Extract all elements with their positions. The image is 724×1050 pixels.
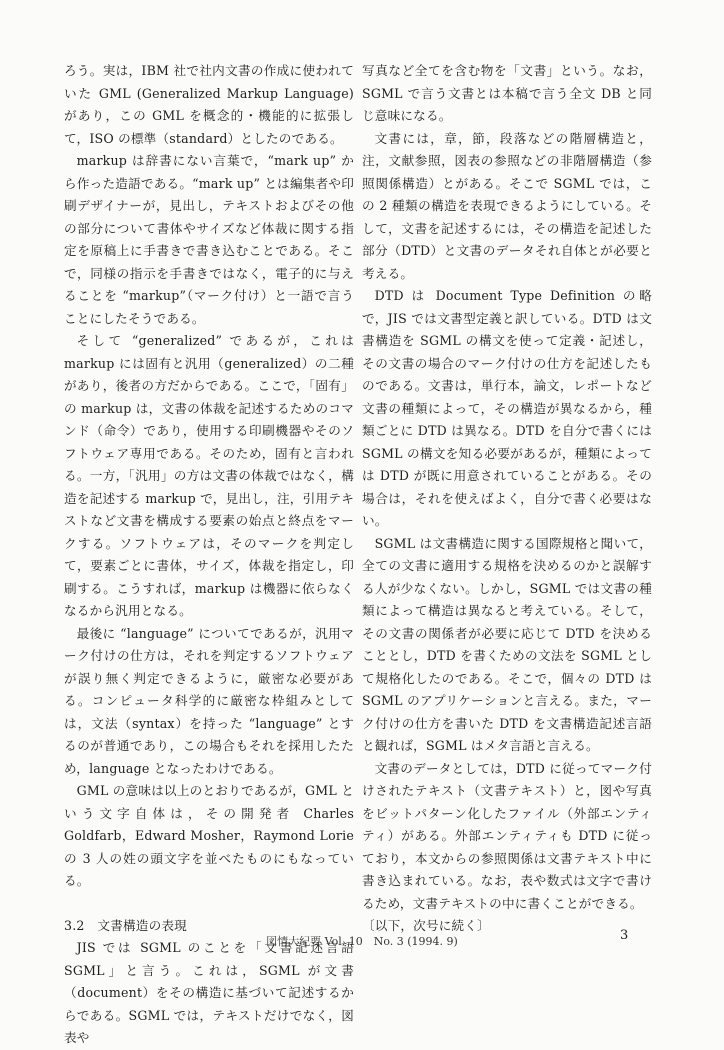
page-number: 3 xyxy=(620,928,629,943)
continued-note: 〔以下，次号に続く〕 xyxy=(362,918,490,933)
paragraph-document-data: 文書のデータとしては，DTD に従ってマーク付けされたテキスト（文書テキスト）と，図や写真をビットパターン化したファイル（外部エンティティ）がある。外部エンティティも DTD に従っており，本文からの参照関係は文書テキスト中に書き込まれている。なお，表や数式は文字で書けるため，文書テキストの中に書くことができる。 xyxy=(362,760,652,911)
journal-footer: 図情大紀要 Vol. 10 No. 3 (1994. 9) xyxy=(266,935,458,948)
paragraph-language: 最後に “language” についてであるが，汎用マーク付けの仕方は，それを判定するソフトウェアが誤り無く判定できるように，厳密な必要がある。コンピュータ科学的に厳密な枠組みとしては，文法（syntax）を持った “language” とするのが普通であり，この場合もそれを採用したため，language となったわけである。 xyxy=(64,625,354,776)
paragraph-continuation: ろう。実は，IBM 社で社内文書の作成に使われていた GML (Generalized Markup Language) があり，この GML を概念的・機能的に拡張して，ISO の標準（standard）としたのである。 xyxy=(64,63,354,146)
left-column xyxy=(64,60,354,1050)
paragraph-dtd: DTD は Document Type Definition の略で，JIS では文書型定義と訳している。DTD は文書構造を SGML の構文を使って定義・記述し，その文書の場合のマーク付けの仕方を記述したものである。文書は，単行本，論文，レポートなど文書の種類によって，その構造が異なるから，種類ごとに DTD は異なる。DTD を自分で書くには SGML の構文を知る必要があるが，種類によっては DTD が既に用意されていることがある。その場合は，それを使えばよく，自分で書く必要はない。 xyxy=(362,288,652,528)
right-column xyxy=(362,60,652,938)
paragraph-markup: markup は辞書にない言葉で，“mark up” から作った造語である。“mark up” とは編集者や印刷デザイナーが，見出し，テキストおよびその他の部分について書体やサイズなど体裁に関する指定を原稿上に手書きで書き込むことである。そこで，同様の指示を手書きではなく，電子的に与えることを “markup”（マーク付け）と一語で言うことにしたそうである。 xyxy=(64,153,354,326)
paragraph-generalized: そして “generalized” であるが，これは markup には固有と汎用（generalized）の二種があり，後者の方だからである。ここで，「固有」の markup は，文書の体裁を記述するためのコマンド（命令）であり，使用する印刷機器やそのソフトウェア専用である。そのため，固有と言われる。一方，「汎用」の方は文書の体裁ではなく，構造を記述する markup で，見出し，注，引用テキストなど文書を構成する要素の始点と終点をマークする。ソフトウェアは，そのマークを判定して，要素ごとに書体，サイズ，体裁を指定し，印刷する。こうすれば，markup は機器に依らなくなるから汎用となる。 xyxy=(64,333,354,618)
section-heading: 3.2 文書構造の表現 xyxy=(64,917,187,933)
paragraph-gml-name: GML の意味は以上のとおりであるが，GML という文字自体は，その開発者 Charles Goldfarb，Edward Mosher，Raymond Lorie の 3 人の姓の頭文字を並べたものにもなっている。 xyxy=(64,783,354,888)
paragraph-section-intro: JIS では SGML のことを「文書記述言語 SGML」と言う。これは，SGML が文書（document）をその構造に基づいて記述するからである。SGML では，テキストだけでなく，図表や xyxy=(64,940,354,1045)
paragraph-sgml-standard: SGML は文書構造に関する国際規格と聞いて，全ての文書に適用する規格を決めるのかと誤解する人が少なくない。しかし，SGML では文書の種類によって構造は異なると考えている。そして，その文書の関係者が必要に応じて DTD を決めることとし，DTD を書くための文法を SGML として規格化したのである。そこで，個々の DTD は SGML のアプリケーションと言える。また，マーク付けの仕方を書いた DTD を文書構造記述言語と観れば，SGML はメタ言語と言える。 xyxy=(362,535,652,753)
paragraph-document-definition: 写真など全てを含む物を「文書」という。なお，SGML で言う文書とは本稿で言う全文 DB と同じ意味になる。 xyxy=(362,63,652,123)
paragraph-structure: 文書には，章，節，段落などの階層構造と，注，文献参照，図表の参照などの非階層構造（参照関係構造）とがある。そこで SGML では，この 2 種類の構造を表現できるようにしている。そして，文書を記述するには，その構造を記述した部分（DTD）と文書のデータそれ自体とが必要と考える。 xyxy=(362,130,652,281)
